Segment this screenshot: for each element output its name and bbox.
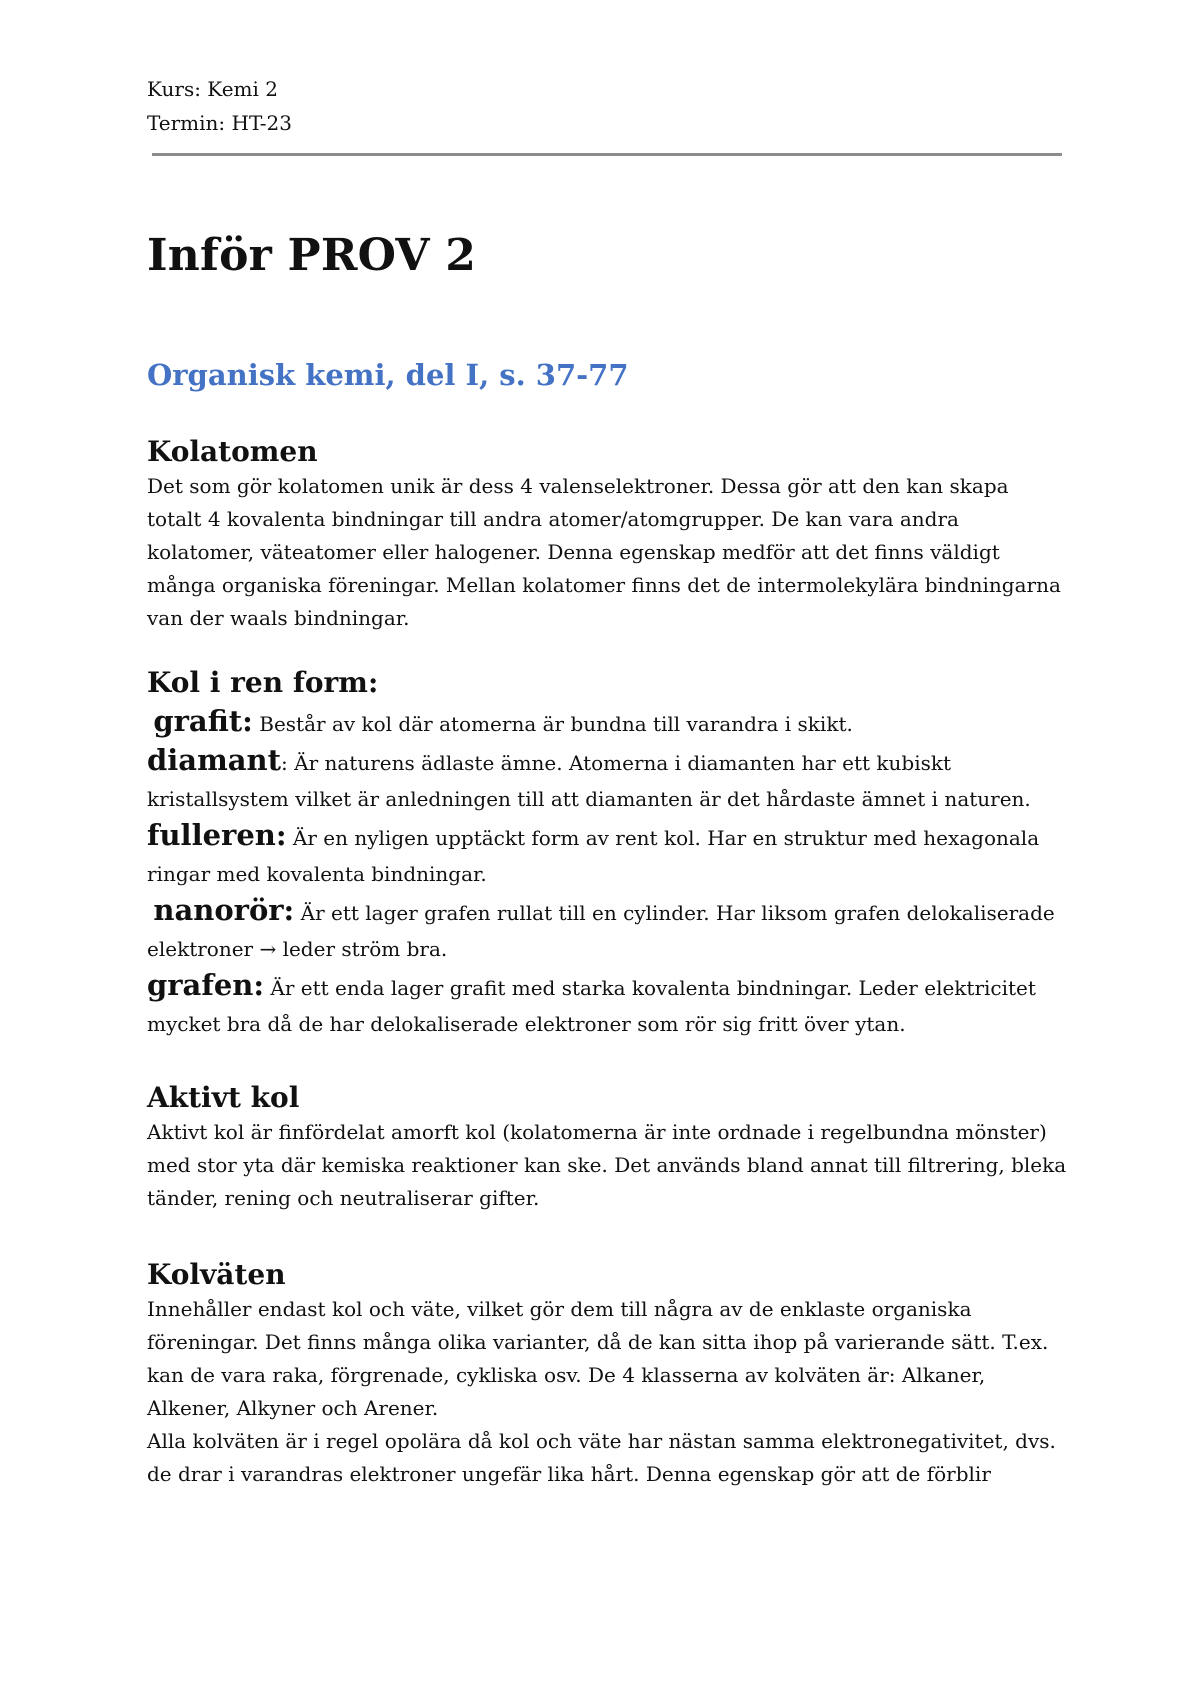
kol-ren-form-heading: Kol i ren form:	[147, 666, 379, 699]
desc-nanoror: Är ett lager grafen rullat till en cylinder. Har liksom grafen delokaliserade elektroner → leder ström bra.	[147, 901, 1055, 961]
kol-ren-form-block	[147, 665, 1067, 1042]
document-page	[147, 72, 1067, 1491]
kolatomen-text: Det som gör kolatomen unik är dess 4 valenselektroner. Dessa gör att den kan skapa totalt 4 kovalenta bindningar till andra atomer/atomgrupper. De kan vara andra kolatomer, väteatomer eller halogener. Denna egenskap medför att det finns väldigt många organiska föreningar. Mellan kolatomer finns det de intermolekylära bindningarna van der waals bindningar.	[147, 474, 1061, 630]
kolvaten-block	[147, 1257, 1067, 1491]
course-line: Kurs: Kemi 2	[147, 77, 278, 101]
desc-grafit: Består av kol där atomerna är bundna till varandra i skikt.	[252, 712, 853, 736]
kolvaten-text-2: Alla kolväten är i regel opolära då kol och väte har nästan samma elektronegativitet, dvs. de drar i varandras elektroner ungefär lika hårt. Denna egenskap gör att de förblir	[147, 1429, 1056, 1486]
aktivt-kol-text: Aktivt kol är finfördelat amorft kol (kolatomerna är inte ordnade i regelbundna mönster) med stor yta där kemiska reaktioner kan ske. Det används bland annat till filtrering, bleka tänder, rening och neutraliserar gifter.	[147, 1120, 1067, 1210]
desc-fulleren: Är en nyligen upptäckt form av rent kol. Har en struktur med hexagonala ringar med kovalenta bindningar.	[147, 826, 1040, 886]
carbon-form-item-nanoror	[147, 892, 1067, 967]
term-grafit: grafit:	[153, 704, 253, 738]
term-grafen: grafen:	[147, 968, 265, 1002]
carbon-form-item-grafit	[147, 703, 1067, 742]
term-diamant: diamant	[147, 743, 282, 777]
kolvaten-text-1: Innehåller endast kol och väte, vilket gör dem till några av de enklaste organiska föreningar. Det finns många olika varianter, då de kan sitta ihop på varierande sätt. T.ex. kan de vara raka, förgrenade, cykliska osv. De 4 klasserna av kolväten är: Alkaner, Alkener, Alkyner och Arener.	[147, 1297, 1049, 1420]
term-nanoror: nanorör:	[153, 893, 295, 927]
kolvaten-heading: Kolväten	[147, 1258, 286, 1291]
term-line: Termin: HT-23	[147, 111, 292, 135]
carbon-form-item-diamant	[147, 742, 1067, 817]
aktivt-kol-block	[147, 1080, 1067, 1215]
carbon-form-item-grafen	[147, 967, 1067, 1042]
term-fulleren: fulleren:	[147, 818, 287, 852]
document-title: Inför PROV 2	[147, 230, 477, 281]
carbon-form-item-fulleren	[147, 817, 1067, 892]
kolatomen-heading: Kolatomen	[147, 435, 318, 468]
section-heading: Organisk kemi, del I, s. 37-77	[147, 358, 629, 392]
header-divider	[152, 153, 1062, 156]
desc-diamant: : Är naturens ädlaste ämne. Atomerna i diamanten har ett kubiskt kristallsystem vilket är anledningen till att diamanten är det hårdaste ämnet i naturen.	[147, 751, 1031, 811]
kolatomen-block	[147, 434, 1067, 635]
desc-grafen: Är ett enda lager grafit med starka kovalenta bindningar. Leder elektricitet mycket bra då de har delokaliserade elektroner som rör sig fritt över ytan.	[147, 976, 1036, 1036]
aktivt-kol-heading: Aktivt kol	[147, 1081, 300, 1114]
